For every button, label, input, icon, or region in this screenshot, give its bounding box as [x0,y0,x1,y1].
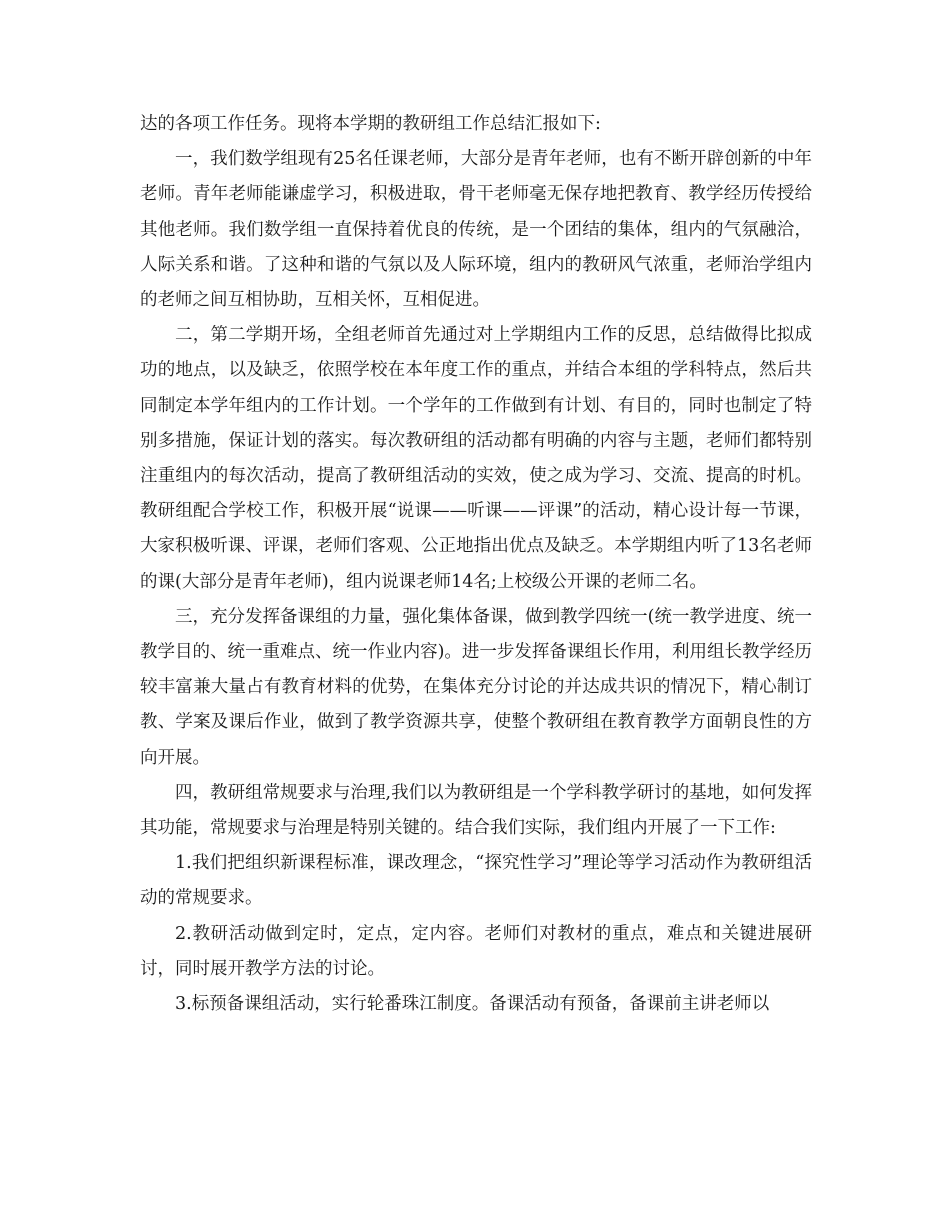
document-page [140,107,812,1022]
paragraph-item-2: 2.教研活动做到定时，定点，定内容。老师们对教材的重点，难点和关键进展研讨，同时展开教学方法的讨论。 [140,923,812,979]
paragraph-section-1: 一，我们数学组现有25名任课老师，大部分是青年老师，也有不断开辟创新的中年老师。青年老师能谦虚学习，积极进取，骨干老师毫无保存地把教育、教学经历传授给其他老师。我们数学组一直保持着优良的传统，是一个团结的集体，组内的气氛融洽，人际关系和谐。了这种和谐的气氛以及人际环境，组内的教研风气浓重，老师治学组内的老师之间互相协助，互相关怀，互相促进。 [140,149,812,311]
paragraph-section-4: 四，教研组常规要求与治理,我们以为教研组是一个学科教学研讨的基地，如何发挥其功能，常规要求与治理是特别关键的。结合我们实际，我们组内开展了一下工作: [140,782,812,839]
paragraph-section-2: 二，第二学期开场，全组老师首先通过对上学期组内工作的反思，总结做得比拟成功的地点，以及缺乏，依照学校在本年度工作的重点，并结合本组的学科特点，然后共同制定本学年组内的工作计划。一个学年的工作做到有计划、有目的，同时也制定了特别多措施，保证计划的落实。每次教研组的活动都有明确的内容与主题，老师们都特别注重组内的每次活动，提高了教研组活动的实效，使之成为学习、交流、提高的时机。教研组配合学校工作，积极开展“说课——听课——评课”的活动，精心设计每一节课，大家积极听课、评课，老师们客观、公正地指出优点及缺乏。本学期组内听了13名老师的课(大部分是青年老师)，组内说课老师14名;上校级公开课的老师二名。 [140,325,812,592]
paragraph-item-1: 1.我们把组织新课程标准，课改理念，“探究性学习”理论等学习活动作为教研组活动的常规要求。 [140,853,812,909]
paragraph-item-3: 3.标预备课组活动，实行轮番珠江制度。备课活动有预备，备课前主讲老师以 [175,994,770,1015]
paragraph-section-3: 三，充分发挥备课组的力量，强化集体备课，做到教学四统一(统一教学进度、统一教学目的、统一重难点、统一作业内容)。进一步发挥备课组长作用，利用组长教学经历较丰富兼大量占有教育材料的优势，在集体充分讨论的并达成共识的情况下，精心制订教、学案及课后作业，做到了教学资源共享，使整个教研组在教育教学方面朝良性的方向开展。 [140,606,812,768]
paragraph-continuation: 达的各项工作任务。现将本学期的教研组工作总结汇报如下: [140,114,601,134]
